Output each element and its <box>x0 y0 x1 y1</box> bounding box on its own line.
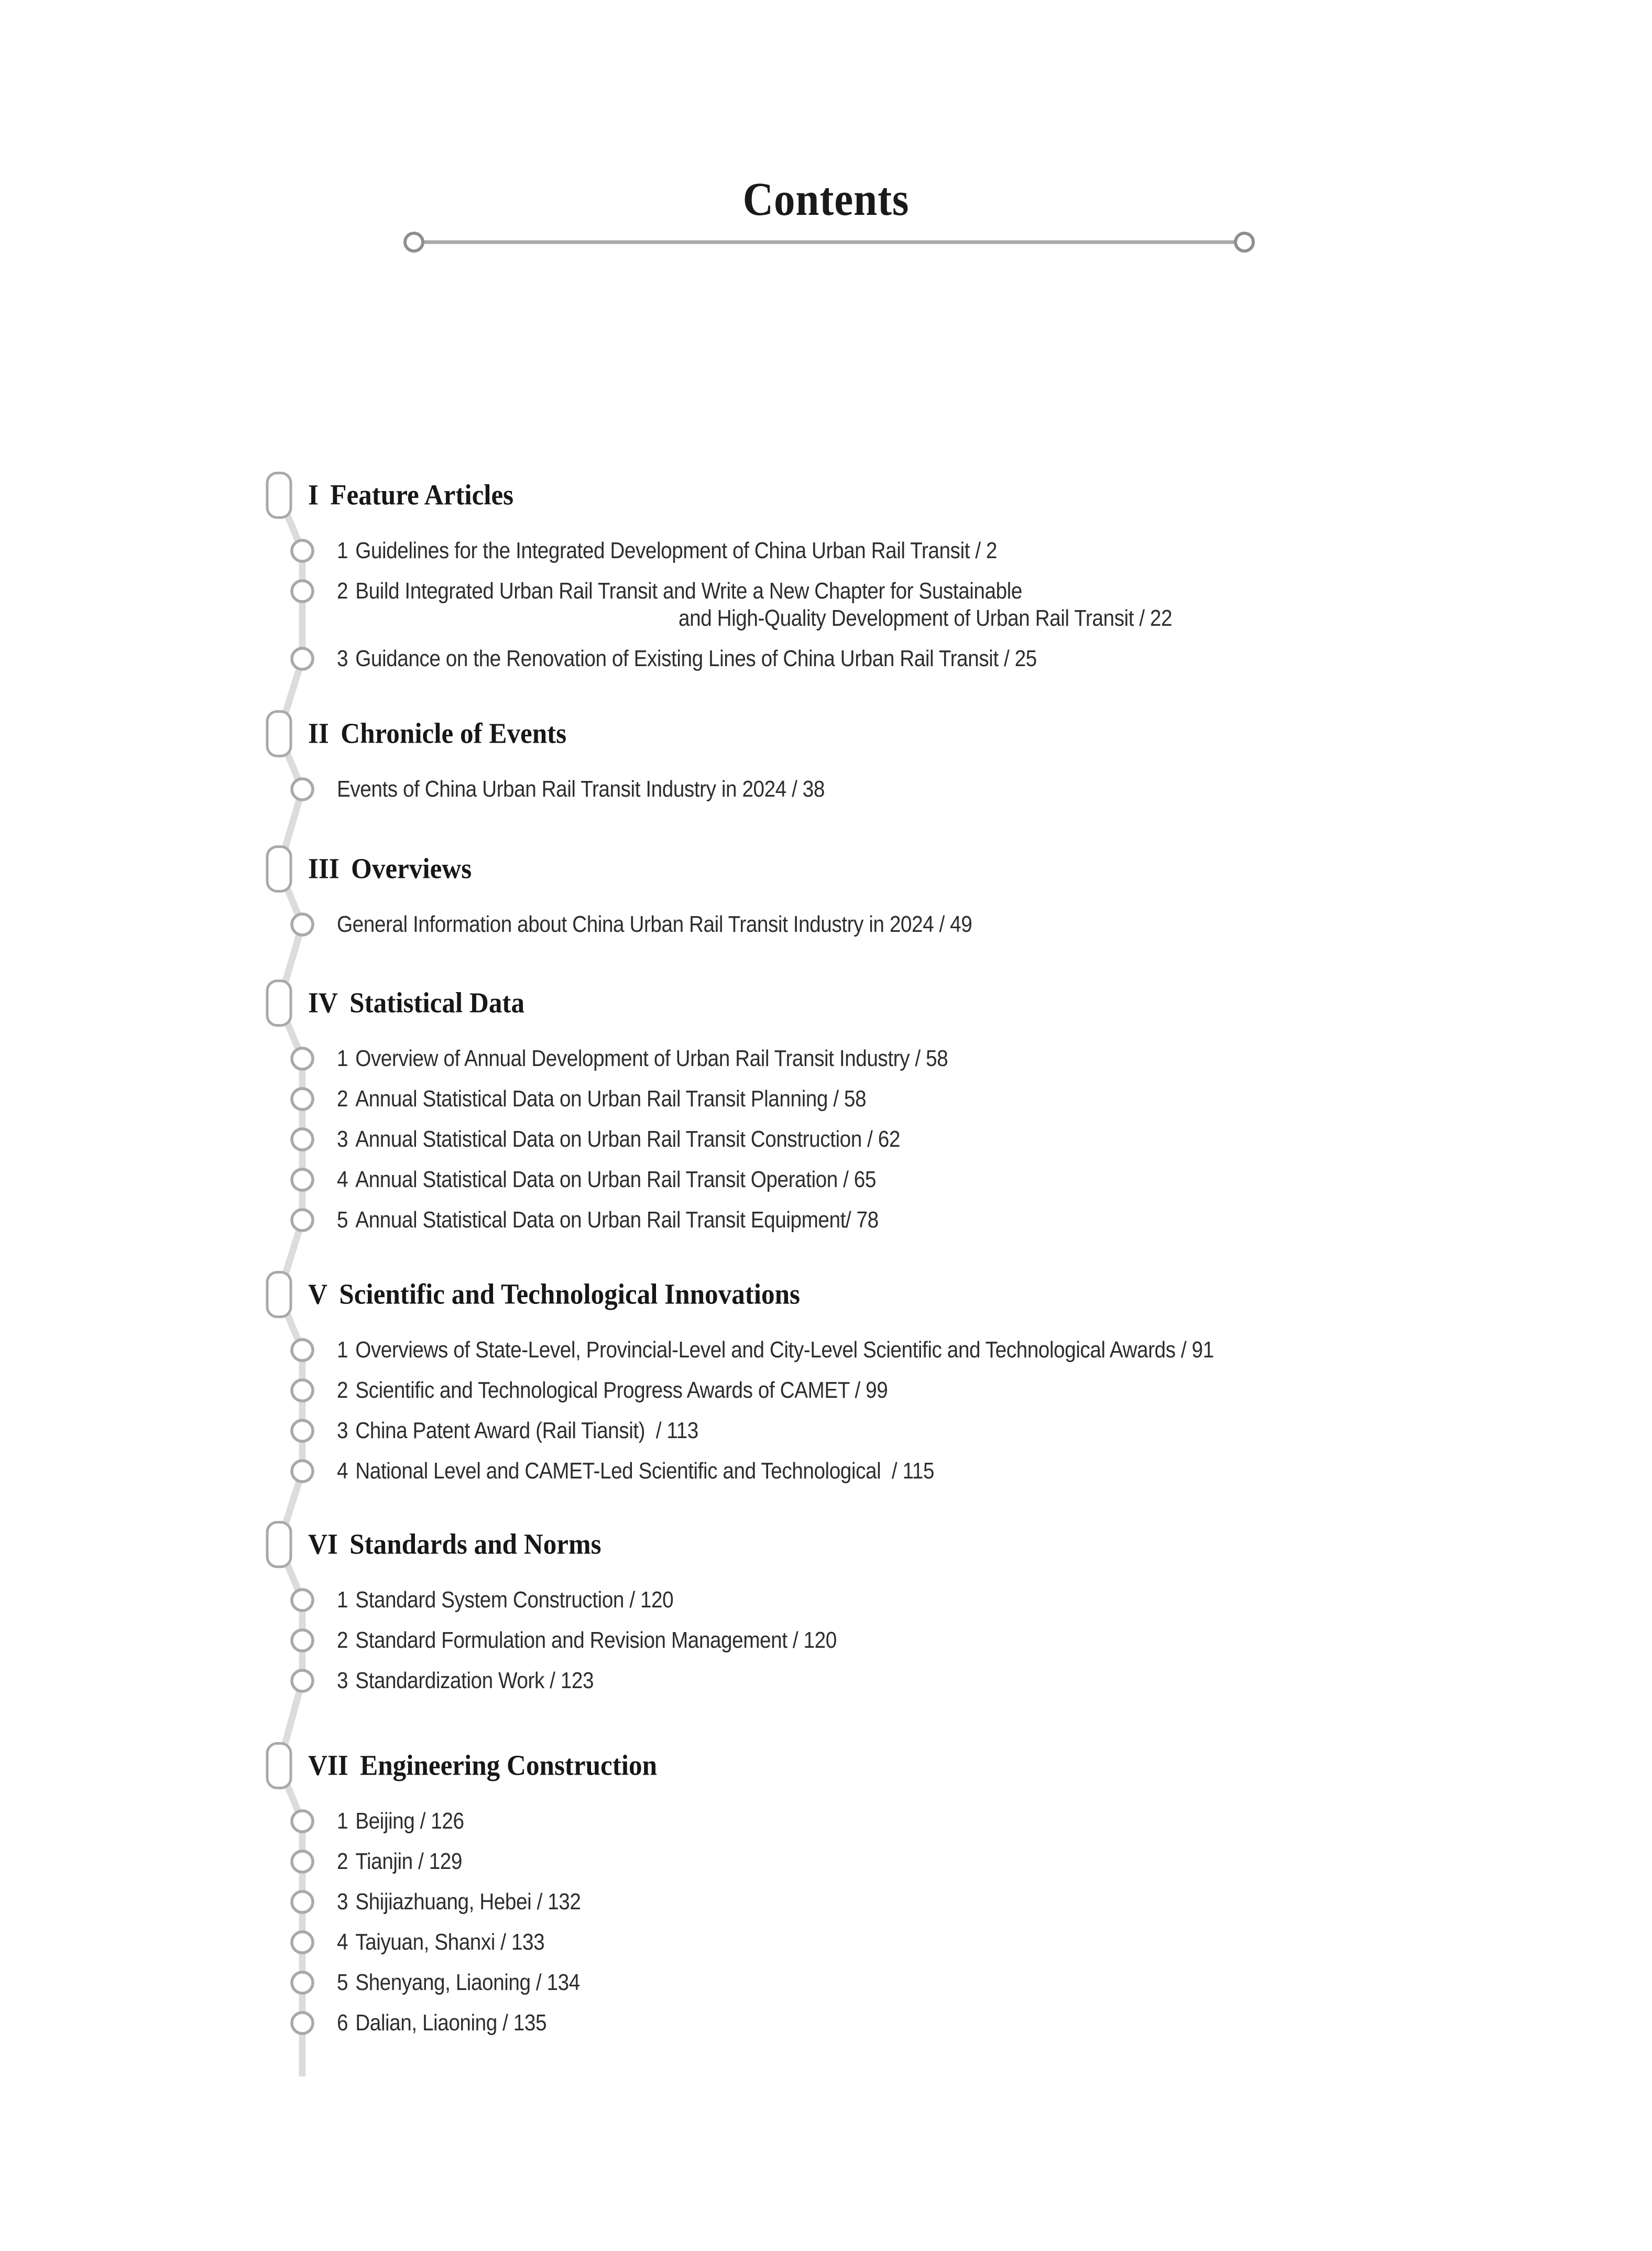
item-text: China Patent Award (Rail Tiansit) / 113 <box>355 1418 698 1443</box>
item-marker-circle <box>292 1380 313 1401</box>
item-marker-circle <box>292 1129 313 1150</box>
item-marker-circle <box>292 914 313 935</box>
section-title: Feature Articles <box>330 479 514 511</box>
item-number: 4 <box>337 1458 348 1484</box>
item-marker-circle <box>292 1811 313 1832</box>
item-marker-circle <box>292 2013 313 2033</box>
item-text: Dalian, Liaoning / 135 <box>355 2010 547 2036</box>
toc-item <box>337 1047 948 1070</box>
item-number: 2 <box>337 1377 348 1403</box>
page-title: Contents <box>742 173 910 225</box>
section-header <box>308 1750 657 1779</box>
item-number: 2 <box>337 578 348 604</box>
section-marker-pill <box>267 847 291 891</box>
item-number: 1 <box>337 1046 348 1071</box>
toc-item <box>337 2011 546 2035</box>
section-numeral: VI <box>308 1528 338 1560</box>
section-marker-pill <box>267 712 291 756</box>
section-numeral: II <box>308 717 329 749</box>
item-number: 3 <box>337 1889 348 1915</box>
item-marker-circle <box>292 1972 313 1993</box>
item-marker-circle <box>292 1210 313 1231</box>
item-number: 6 <box>337 2010 348 2036</box>
toc-item <box>337 1128 900 1151</box>
item-text: Guidance on the Renovation of Existing Lines of China Urban Rail Transit / 25 <box>355 646 1037 671</box>
toc-item <box>337 1850 462 1873</box>
item-text: Standard Formulation and Revision Management / 120 <box>355 1627 837 1653</box>
section-header <box>308 719 566 747</box>
toc-item <box>337 1931 544 1954</box>
item-number: 1 <box>337 1808 348 1834</box>
item-marker-circle <box>292 1590 313 1611</box>
item-text-continued: and High-Quality Development of Urban Rail Transit / 22 <box>679 605 1173 631</box>
item-number: 3 <box>337 1126 348 1152</box>
item-text: Annual Statistical Data on Urban Rail Transit Construction / 62 <box>355 1126 900 1152</box>
item-marker-circle <box>292 648 313 669</box>
section-header <box>308 1529 601 1558</box>
section-numeral: III <box>308 852 340 885</box>
toc-item <box>337 1339 1214 1362</box>
item-marker-circle <box>292 1169 313 1190</box>
item-text: Shijiazhuang, Hebei / 132 <box>355 1889 581 1915</box>
section-marker-pill <box>267 1523 291 1567</box>
rule-endpoint-circle <box>405 233 423 251</box>
item-text: Guidelines for the Integrated Development of China Urban Rail Transit / 2 <box>355 538 998 563</box>
item-text: Scientific and Technological Progress Awards of CAMET / 99 <box>355 1377 888 1403</box>
section-numeral: I <box>308 479 319 511</box>
toc-item <box>337 1589 673 1612</box>
item-text: Overview of Annual Development of Urban Rail Transit Industry / 58 <box>355 1046 948 1071</box>
section-numeral: IV <box>308 986 338 1019</box>
section-title: Statistical Data <box>349 986 525 1019</box>
item-text: Events of China Urban Rail Transit Industry in 2024 / 38 <box>337 776 825 802</box>
item-marker-circle <box>292 1891 313 1912</box>
section-title: Chronicle of Events <box>341 717 567 749</box>
item-number: 5 <box>337 1207 348 1233</box>
toc-item-wrap-line <box>679 607 1172 630</box>
section-header <box>308 1279 800 1308</box>
toc-item <box>337 1890 581 1913</box>
item-marker-circle <box>292 1420 313 1441</box>
item-text: Taiyuan, Shanxi / 133 <box>355 1929 545 1955</box>
item-text: Annual Statistical Data on Urban Rail Transit Planning / 58 <box>355 1086 867 1112</box>
item-text: Shenyang, Liaoning / 134 <box>355 1970 580 1995</box>
item-text: Standard System Construction / 120 <box>355 1587 674 1613</box>
item-text: Annual Statistical Data on Urban Rail Transit Equipment/ 78 <box>355 1207 879 1233</box>
section-title: Scientific and Technological Innovations <box>339 1278 800 1310</box>
item-text: Standardization Work / 123 <box>355 1668 594 1693</box>
item-marker-circle <box>292 1340 313 1361</box>
item-marker-circle <box>292 1932 313 1953</box>
item-text: Tianjin / 129 <box>355 1848 462 1874</box>
item-text: Annual Statistical Data on Urban Rail Transit Operation / 65 <box>355 1167 876 1192</box>
item-number: 3 <box>337 1668 348 1693</box>
item-number: 2 <box>337 1627 348 1653</box>
item-marker-circle <box>292 1461 313 1482</box>
toc-item <box>337 1088 866 1111</box>
item-marker-circle <box>292 1630 313 1651</box>
toc-item <box>337 647 1037 670</box>
item-text: Build Integrated Urban Rail Transit and Write a New Chapter for Sustainable <box>355 578 1022 604</box>
section-numeral: VII <box>308 1749 348 1781</box>
section-numeral: V <box>308 1278 327 1310</box>
item-number: 4 <box>337 1167 348 1192</box>
toc-item <box>337 913 972 936</box>
toc-item <box>337 1168 876 1191</box>
section-marker-pill <box>267 981 291 1026</box>
item-text: General Information about China Urban Rail Transit Industry in 2024 / 49 <box>337 911 972 937</box>
item-marker-circle <box>292 1089 313 1110</box>
section-title: Engineering Construction <box>360 1749 658 1781</box>
section-marker-pill <box>267 473 291 518</box>
item-text: Beijing / 126 <box>355 1808 464 1834</box>
toc-item <box>337 1810 464 1833</box>
toc-item <box>337 1209 879 1232</box>
toc-item <box>337 778 825 801</box>
item-marker-circle <box>292 540 313 561</box>
item-marker-circle <box>292 1851 313 1872</box>
item-number: 1 <box>337 1587 348 1613</box>
section-header <box>308 480 513 509</box>
toc-item <box>337 580 1022 603</box>
section-title: Standards and Norms <box>349 1528 601 1560</box>
item-number: 1 <box>337 1337 348 1363</box>
section-marker-pill <box>267 1744 291 1788</box>
toc-item <box>337 1460 934 1483</box>
toc-item <box>337 1669 594 1692</box>
rule-endpoint-circle <box>1235 233 1253 251</box>
toc-item <box>337 1379 888 1402</box>
item-text: National Level and CAMET-Led Scientific and Technological / 115 <box>355 1458 934 1484</box>
toc-item <box>337 1629 837 1652</box>
item-number: 2 <box>337 1848 348 1874</box>
item-number: 5 <box>337 1970 348 1995</box>
section-header <box>308 854 472 883</box>
toc-item <box>337 1419 698 1442</box>
item-marker-circle <box>292 1048 313 1069</box>
item-number: 2 <box>337 1086 348 1112</box>
section-title: Overviews <box>351 852 472 885</box>
item-marker-circle <box>292 581 313 602</box>
item-number: 3 <box>337 646 348 671</box>
section-header <box>308 988 524 1017</box>
item-number: 4 <box>337 1929 348 1955</box>
section-marker-pill <box>267 1273 291 1317</box>
item-marker-circle <box>292 779 313 800</box>
item-marker-circle <box>292 1670 313 1691</box>
toc-item <box>337 1971 580 1994</box>
item-number: 1 <box>337 538 348 563</box>
toc-item <box>337 539 997 562</box>
item-number: 3 <box>337 1418 348 1443</box>
item-text: Overviews of State-Level, Provincial-Level and City-Level Scientific and Technological Awards / 91 <box>355 1337 1214 1363</box>
